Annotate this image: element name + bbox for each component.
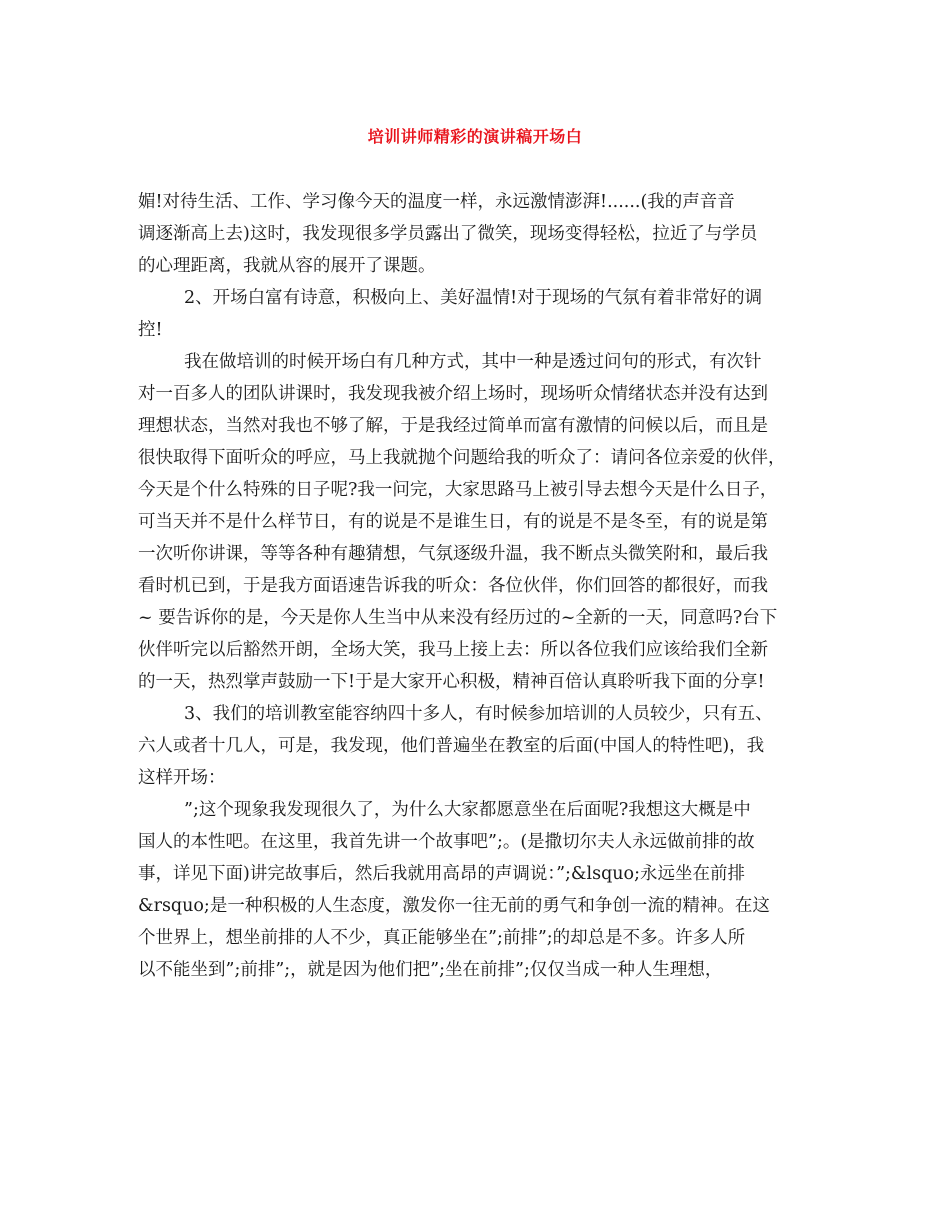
text-line: 可当天并不是什么样节日，有的说是不是谁生日，有的说是不是冬至，有的说是第 — [138, 512, 768, 532]
text-line: 这样开场： — [138, 768, 226, 788]
text-line: 事，详见下面)讲完故事后，然后我就用高昂的声调说：”;&lsquo;永远坐在前排 — [138, 864, 745, 884]
text-line: 控! — [138, 320, 163, 340]
text-line: 六人或者十几人，可是，我发现，他们普遍坐在教室的后面(中国人的特性吧)，我 — [138, 736, 765, 756]
text-line: 国人的本性吧。在这里，我首先讲一个故事吧”;。(是撒切尔夫人永远做前排的故 — [138, 832, 755, 852]
text-line: 媚!对待生活、工作、学习像今天的温度一样，永远激情澎湃!......(我的声音音 — [138, 192, 735, 212]
text-line: 的心理距离，我就从容的展开了课题。 — [138, 256, 436, 276]
text-line: 理想状态，当然对我也不够了解，于是我经过简单而富有激情的问候以后，而且是 — [138, 416, 768, 436]
document-body — [138, 186, 828, 986]
text-line: ”;这个现象我发现很久了，为什么大家都愿意坐在后面呢?我想这大概是中 — [184, 800, 751, 820]
text-line: 的一天，热烈掌声鼓励一下!于是大家开心积极，精神百倍认真聆听我下面的分享! — [138, 672, 765, 692]
text-line: 很快取得下面听众的呼应，马上我就抛个问题给我的听众了：请问各位亲爱的伙伴， — [138, 448, 786, 468]
text-line: 3、我们的培训教室能容纳四十多人，有时候参加培训的人员较少，只有五、 — [184, 704, 773, 724]
text-line: 2、开场白富有诗意，积极向上、美好温情!对于现场的气氛有着非常好的调 — [184, 288, 763, 308]
text-line: 对一百多人的团队讲课时，我发现我被介绍上场时，现场听众情绪状态并没有达到 — [138, 384, 768, 404]
text-line: 调逐渐高上去)这时，我发现很多学员露出了微笑，现场变得轻松，拉近了与学员 — [138, 224, 758, 244]
text-line: 我在做培训的时候开场白有几种方式，其中一种是透过问句的形式，有次针 — [184, 352, 762, 372]
text-line: ~ 要告诉你的是，今天是你人生当中从来没有经历过的~全新的一天，同意吗?台下 — [138, 608, 778, 628]
text-line: 今天是个什么特殊的日子呢?我一问完，大家思路马上被引导去想今天是什么日子， — [138, 480, 778, 500]
document-title: 培训讲师精彩的演讲稿开场白 — [367, 127, 583, 146]
text-line: 以不能坐到”;前排”;，就是因为他们把”;坐在前排”;仅仅当成一种人生理想， — [138, 960, 723, 980]
text-line: 个世界上，想坐前排的人不少，真正能够坐在”;前排”;的却总是不多。许多人所 — [138, 928, 746, 948]
text-line: &rsquo;是一种积极的人生态度，激发你一往无前的勇气和争创一流的精神。在这 — [138, 896, 770, 916]
text-line: 一次听你讲课，等等各种有趣猜想，气氛逐级升温，我不断点头微笑附和，最后我 — [138, 544, 768, 564]
text-line: 看时机已到，于是我方面语速告诉我的听众：各位伙伴，你们回答的都很好，而我 — [138, 576, 768, 596]
text-line: 伙伴听完以后豁然开朗，全场大笑，我马上接上去：所以各位我们应该给我们全新 — [138, 640, 768, 660]
